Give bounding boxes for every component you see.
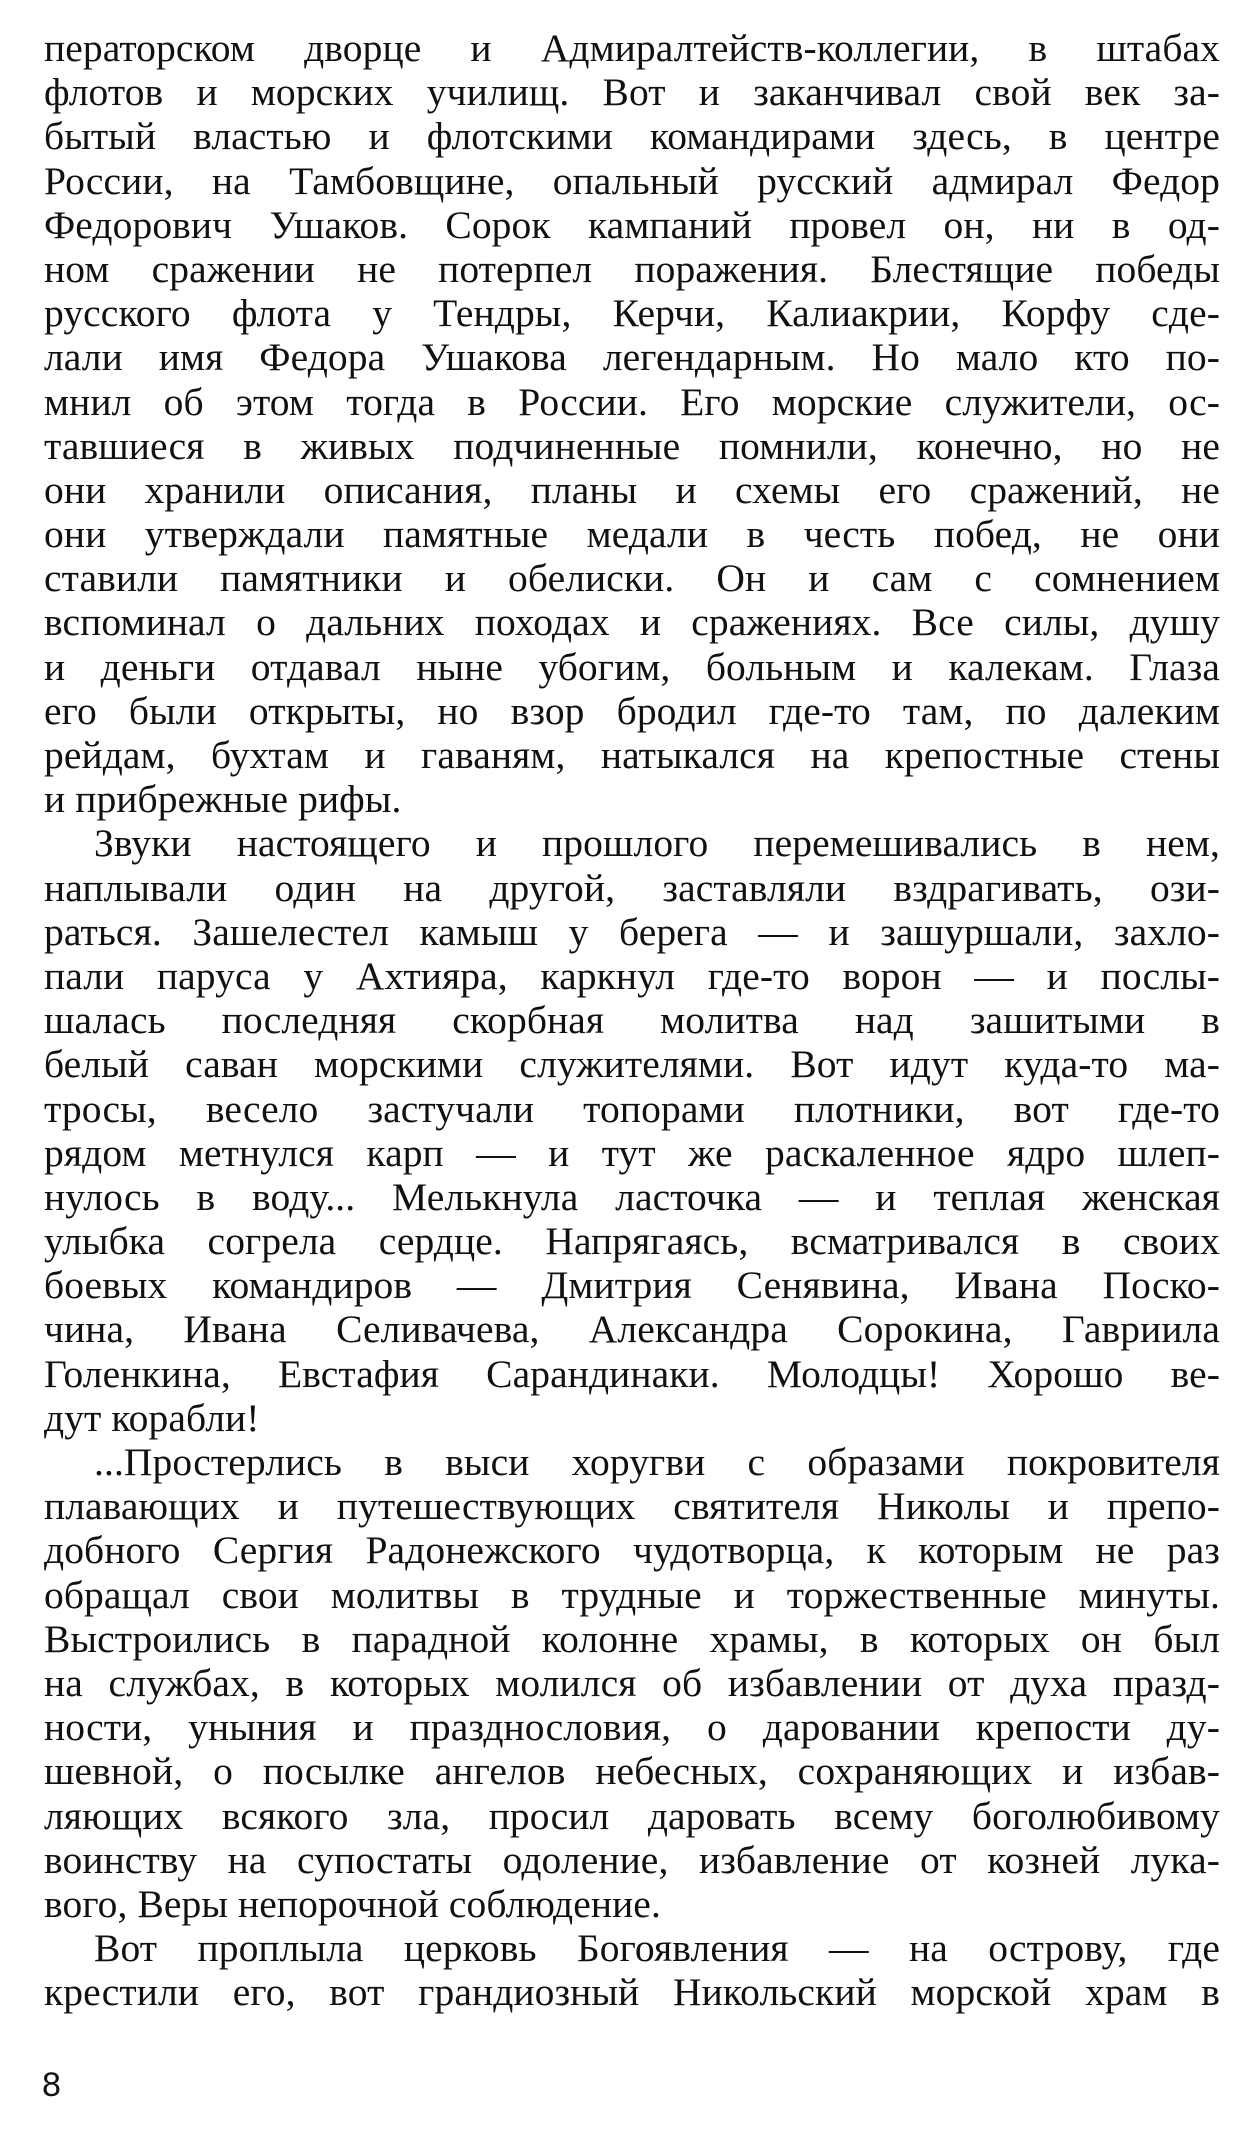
text-line: России, на Тамбовщине, опальный русский адмирал Федор — [44, 158, 1220, 203]
text-line: мнил об этом тогда в России. Его морские служители, ос- — [44, 379, 1220, 424]
text-line: и деньги отдавал ныне убогим, больным и калекам. Глаза — [44, 644, 1220, 689]
body-text — [44, 26, 1220, 2014]
paragraph-1 — [44, 26, 1220, 821]
text-line: улыбка согрела сердце. Напрягаясь, всматривался в своих — [44, 1219, 1220, 1264]
text-line: на службах, в которых молился об избавлении от духа празд- — [44, 1660, 1220, 1705]
text-line: крестили его, вот грандиозный Никольский морской храм в — [44, 1970, 1220, 2015]
text-line: его были открыты, но взор бродил где-то там, по далеким — [44, 688, 1220, 733]
text-line: шевной, о посылке ангелов небесных, сохраняющих и избав- — [44, 1749, 1220, 1794]
text-line: Звуки настоящего и прошлого перемешивались в нем, — [94, 821, 1220, 866]
text-line: бытый властью и флотскими командирами здесь, в центре — [44, 114, 1220, 159]
text-line: чина, Ивана Селивачева, Александра Сорокина, Гавриила — [44, 1307, 1220, 1352]
text-line: они хранили описания, планы и схемы его сражений, не — [44, 467, 1220, 512]
text-line: ляющих всякого зла, просил даровать всему боголюбивому — [44, 1793, 1220, 1838]
text-line: плавающих и путешествующих святителя Николы и препо- — [44, 1484, 1220, 1529]
text-line: лали имя Федора Ушакова легендарным. Но мало кто по- — [44, 335, 1220, 380]
text-line: Вот проплыла церковь Богоявления — на острову, где — [94, 1926, 1220, 1971]
text-line: шалась последняя скорбная молитва над зашитыми в — [44, 998, 1220, 1043]
text-line: они утверждали памятные медали в честь побед, не они — [44, 512, 1220, 557]
text-line: и прибрежные рифы. — [44, 777, 402, 822]
paragraph-4 — [44, 1926, 1220, 2014]
text-line: ном сражении не потерпел поражения. Блестящие победы — [44, 246, 1220, 291]
text-line: флотов и морских училищ. Вот и заканчивал свой век за- — [44, 70, 1220, 115]
paragraph-2 — [44, 821, 1220, 1440]
text-line: ставили памятники и обелиски. Он и сам с сомнением — [44, 556, 1220, 601]
text-line: раться. Зашелестел камыш у берега — и зашуршали, захло- — [44, 909, 1220, 954]
text-line: Федорович Ушаков. Сорок кампаний провел он, ни в од- — [44, 202, 1220, 247]
text-line: воинству на супостаты одоление, избавление от козней лука- — [44, 1837, 1220, 1882]
text-line: Голенкина, Евстафия Сарандинаки. Молодцы! Хорошо ве- — [44, 1351, 1220, 1396]
text-line: рядом метнулся карп — и тут же раскаленное ядро шлеп- — [44, 1130, 1220, 1175]
text-line: нулось в воду... Мелькнула ласточка — и теплая женская — [44, 1174, 1220, 1219]
text-line: русского флота у Тендры, Керчи, Калиакрии, Корфу сде- — [44, 291, 1220, 336]
text-line: рейдам, бухтам и гаваням, натыкался на крепостные стены — [44, 733, 1220, 777]
paragraph-3 — [44, 1440, 1220, 1926]
page-number: 8 — [42, 2066, 61, 2104]
text-line: дут корабли! — [44, 1395, 260, 1440]
text-line: Выстроились в парадной колонне храмы, в которых он был — [44, 1616, 1220, 1661]
text-line: ...Простерлись в выси хоругви с образами покровителя — [94, 1440, 1220, 1484]
text-line: тавшиеся в живых подчиненные помнили, конечно, но не — [44, 423, 1220, 468]
text-line: вспоминал о дальних походах и сражениях. Все силы, душу — [44, 600, 1220, 645]
text-line: пали паруса у Ахтияра, каркнул где-то ворон — и послы- — [44, 953, 1220, 998]
text-line: боевых командиров — Дмитрия Сенявина, Ивана Поско- — [44, 1263, 1220, 1308]
text-line: белый саван морскими служителями. Вот идут куда-то ма- — [44, 1042, 1220, 1087]
text-line: ператорском дворце и Адмиралтейств-коллегии, в штабах — [44, 26, 1220, 70]
text-line: ности, уныния и празднословия, о даровании крепости ду- — [44, 1705, 1220, 1750]
text-line: наплывали один на другой, заставляли вздрагивать, ози- — [44, 865, 1220, 910]
text-line: тросы, весело застучали топорами плотники, вот где-то — [44, 1086, 1220, 1131]
text-line: обращал свои молитвы в трудные и торжественные минуты. — [44, 1572, 1220, 1617]
text-line: вого, Веры непорочной соблюдение. — [44, 1881, 661, 1926]
text-line: добного Сергия Радонежского чудотворца, к которым не раз — [44, 1528, 1220, 1573]
